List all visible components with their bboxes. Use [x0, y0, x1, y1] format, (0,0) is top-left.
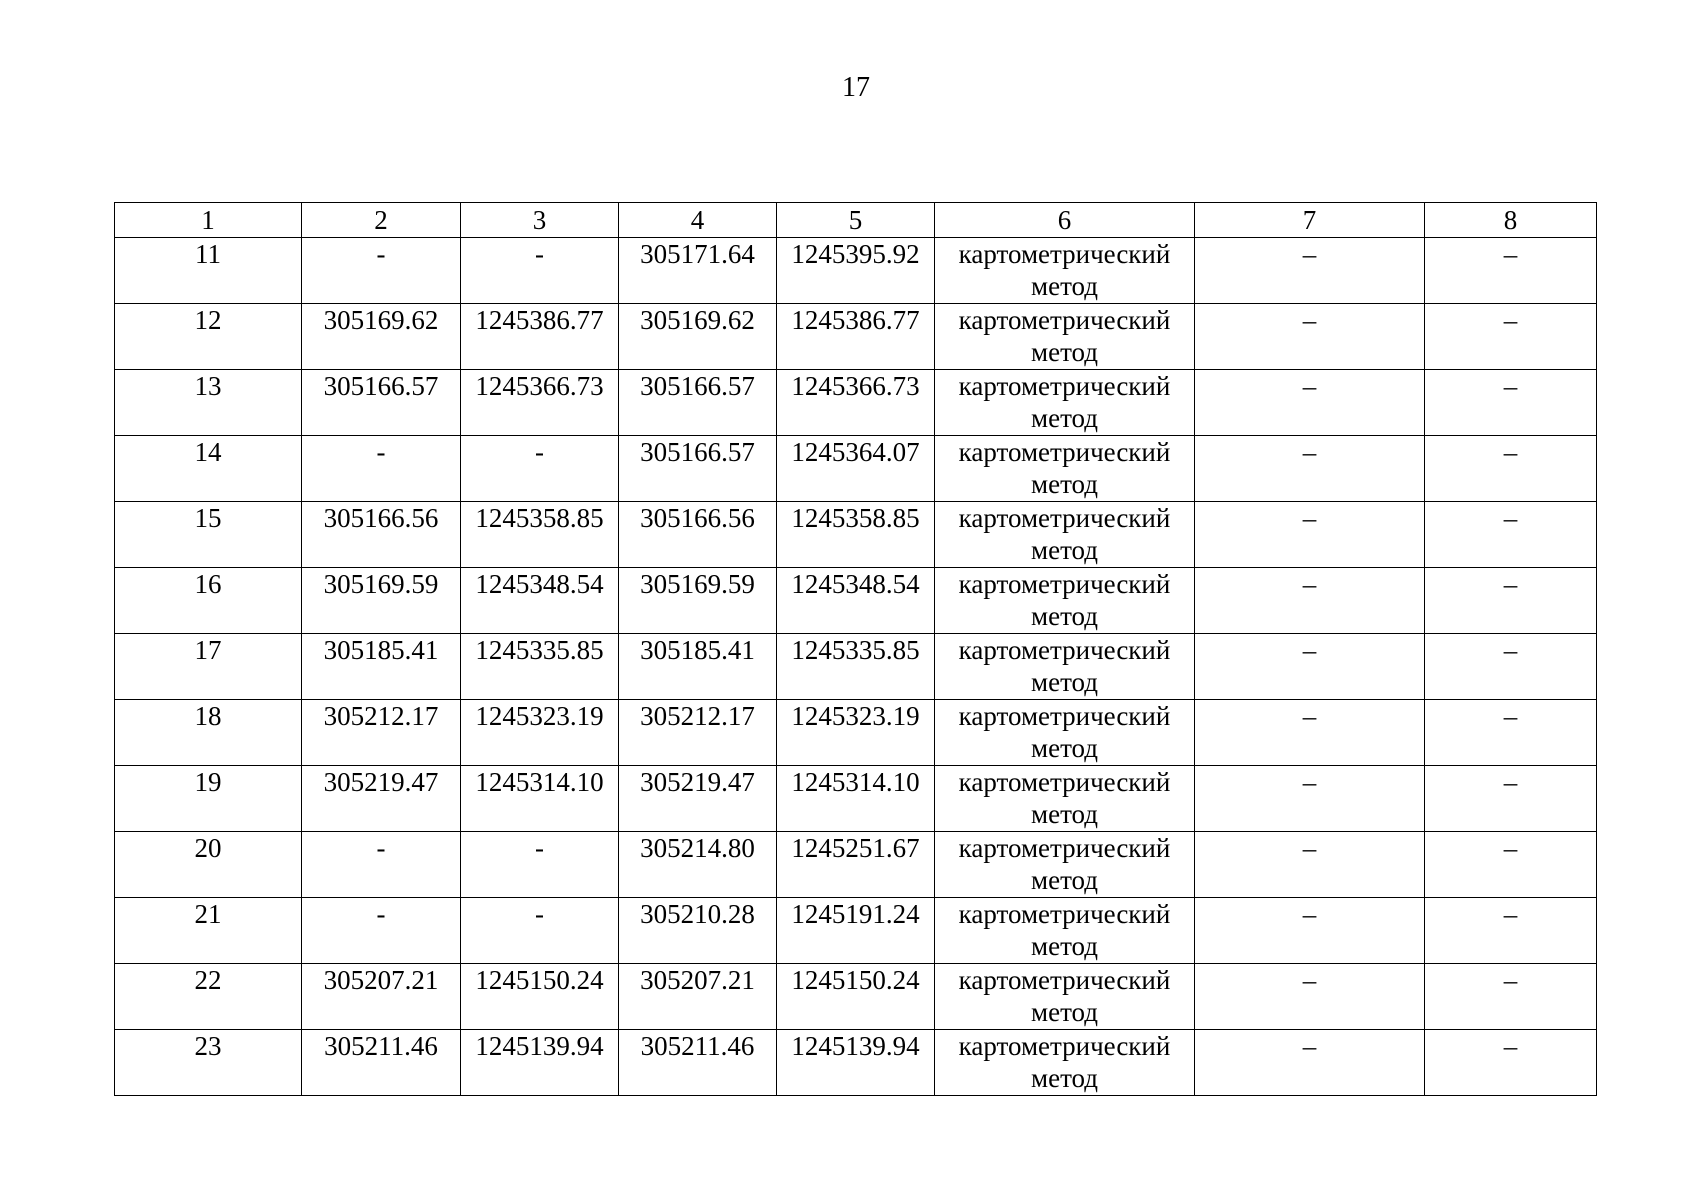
method-cell: картометрический метод — [935, 304, 1195, 370]
new-y-cell: 1245395.92 — [777, 238, 935, 304]
old-x-cell: - — [302, 898, 461, 964]
accuracy-cell: – — [1195, 898, 1425, 964]
coordinates-table — [114, 202, 1597, 1096]
description-cell: – — [1425, 634, 1597, 700]
old-y-cell: 1245150.24 — [461, 964, 619, 1030]
old-y-cell: 1245358.85 — [461, 502, 619, 568]
table-row — [115, 502, 1597, 568]
column-header: 5 — [777, 203, 935, 238]
accuracy-cell: – — [1195, 436, 1425, 502]
new-x-cell: 305166.56 — [619, 502, 777, 568]
column-header: 2 — [302, 203, 461, 238]
new-y-cell: 1245191.24 — [777, 898, 935, 964]
column-header: 8 — [1425, 203, 1597, 238]
table-body — [115, 203, 1597, 1096]
new-y-cell: 1245364.07 — [777, 436, 935, 502]
description-cell: – — [1425, 1030, 1597, 1096]
method-cell: картометрический метод — [935, 964, 1195, 1030]
old-x-cell: 305219.47 — [302, 766, 461, 832]
old-y-cell: 1245139.94 — [461, 1030, 619, 1096]
new-x-cell: 305211.46 — [619, 1030, 777, 1096]
method-cell: картометрический метод — [935, 370, 1195, 436]
new-y-cell: 1245366.73 — [777, 370, 935, 436]
new-x-cell: 305219.47 — [619, 766, 777, 832]
old-x-cell: 305185.41 — [302, 634, 461, 700]
accuracy-cell: – — [1195, 370, 1425, 436]
table-row — [115, 436, 1597, 502]
point-number-cell: 22 — [115, 964, 302, 1030]
table-row — [115, 370, 1597, 436]
method-cell: картометрический метод — [935, 436, 1195, 502]
description-cell: – — [1425, 964, 1597, 1030]
column-header: 1 — [115, 203, 302, 238]
old-y-cell: - — [461, 898, 619, 964]
point-number-cell: 16 — [115, 568, 302, 634]
accuracy-cell: – — [1195, 568, 1425, 634]
table-header-row — [115, 203, 1597, 238]
column-header: 7 — [1195, 203, 1425, 238]
accuracy-cell: – — [1195, 238, 1425, 304]
point-number-cell: 11 — [115, 238, 302, 304]
method-cell: картометрический метод — [935, 502, 1195, 568]
old-x-cell: 305207.21 — [302, 964, 461, 1030]
method-cell: картометрический метод — [935, 1030, 1195, 1096]
method-cell: картометрический метод — [935, 568, 1195, 634]
table-row — [115, 238, 1597, 304]
old-x-cell: 305166.56 — [302, 502, 461, 568]
accuracy-cell: – — [1195, 1030, 1425, 1096]
description-cell: – — [1425, 832, 1597, 898]
method-cell: картометрический метод — [935, 832, 1195, 898]
old-y-cell: - — [461, 832, 619, 898]
new-y-cell: 1245150.24 — [777, 964, 935, 1030]
point-number-cell: 21 — [115, 898, 302, 964]
description-cell: – — [1425, 304, 1597, 370]
old-y-cell: 1245314.10 — [461, 766, 619, 832]
new-x-cell: 305214.80 — [619, 832, 777, 898]
table-row — [115, 898, 1597, 964]
new-y-cell: 1245251.67 — [777, 832, 935, 898]
point-number-cell: 20 — [115, 832, 302, 898]
new-y-cell: 1245323.19 — [777, 700, 935, 766]
new-x-cell: 305171.64 — [619, 238, 777, 304]
old-y-cell: 1245348.54 — [461, 568, 619, 634]
new-y-cell: 1245335.85 — [777, 634, 935, 700]
point-number-cell: 15 — [115, 502, 302, 568]
point-number-cell: 17 — [115, 634, 302, 700]
method-cell: картометрический метод — [935, 766, 1195, 832]
old-y-cell: - — [461, 238, 619, 304]
column-header: 4 — [619, 203, 777, 238]
accuracy-cell: – — [1195, 964, 1425, 1030]
new-y-cell: 1245386.77 — [777, 304, 935, 370]
point-number-cell: 18 — [115, 700, 302, 766]
description-cell: – — [1425, 700, 1597, 766]
old-x-cell: 305169.59 — [302, 568, 461, 634]
new-x-cell: 305166.57 — [619, 436, 777, 502]
column-header: 6 — [935, 203, 1195, 238]
new-x-cell: 305166.57 — [619, 370, 777, 436]
description-cell: – — [1425, 502, 1597, 568]
table-row — [115, 634, 1597, 700]
new-x-cell: 305169.59 — [619, 568, 777, 634]
new-y-cell: 1245358.85 — [777, 502, 935, 568]
new-x-cell: 305207.21 — [619, 964, 777, 1030]
table-row — [115, 832, 1597, 898]
description-cell: – — [1425, 766, 1597, 832]
table-row — [115, 304, 1597, 370]
old-x-cell: 305166.57 — [302, 370, 461, 436]
method-cell: картометрический метод — [935, 898, 1195, 964]
old-x-cell: - — [302, 436, 461, 502]
table-row — [115, 964, 1597, 1030]
new-x-cell: 305185.41 — [619, 634, 777, 700]
accuracy-cell: – — [1195, 700, 1425, 766]
description-cell: – — [1425, 436, 1597, 502]
old-x-cell: - — [302, 832, 461, 898]
page-number: 17 — [842, 72, 870, 103]
table-row — [115, 568, 1597, 634]
point-number-cell: 23 — [115, 1030, 302, 1096]
old-y-cell: 1245366.73 — [461, 370, 619, 436]
accuracy-cell: – — [1195, 304, 1425, 370]
old-x-cell: - — [302, 238, 461, 304]
point-number-cell: 12 — [115, 304, 302, 370]
description-cell: – — [1425, 238, 1597, 304]
description-cell: – — [1425, 898, 1597, 964]
table-row — [115, 1030, 1597, 1096]
old-x-cell: 305169.62 — [302, 304, 461, 370]
new-y-cell: 1245348.54 — [777, 568, 935, 634]
accuracy-cell: – — [1195, 502, 1425, 568]
point-number-cell: 13 — [115, 370, 302, 436]
accuracy-cell: – — [1195, 634, 1425, 700]
description-cell: – — [1425, 370, 1597, 436]
old-x-cell: 305211.46 — [302, 1030, 461, 1096]
method-cell: картометрический метод — [935, 700, 1195, 766]
old-y-cell: 1245323.19 — [461, 700, 619, 766]
description-cell: – — [1425, 568, 1597, 634]
old-x-cell: 305212.17 — [302, 700, 461, 766]
table-row — [115, 700, 1597, 766]
new-y-cell: 1245139.94 — [777, 1030, 935, 1096]
old-y-cell: - — [461, 436, 619, 502]
point-number-cell: 14 — [115, 436, 302, 502]
method-cell: картометрический метод — [935, 634, 1195, 700]
new-x-cell: 305169.62 — [619, 304, 777, 370]
new-y-cell: 1245314.10 — [777, 766, 935, 832]
column-header: 3 — [461, 203, 619, 238]
accuracy-cell: – — [1195, 766, 1425, 832]
point-number-cell: 19 — [115, 766, 302, 832]
new-x-cell: 305210.28 — [619, 898, 777, 964]
old-y-cell: 1245386.77 — [461, 304, 619, 370]
method-cell: картометрический метод — [935, 238, 1195, 304]
new-x-cell: 305212.17 — [619, 700, 777, 766]
accuracy-cell: – — [1195, 832, 1425, 898]
old-y-cell: 1245335.85 — [461, 634, 619, 700]
table-row — [115, 766, 1597, 832]
